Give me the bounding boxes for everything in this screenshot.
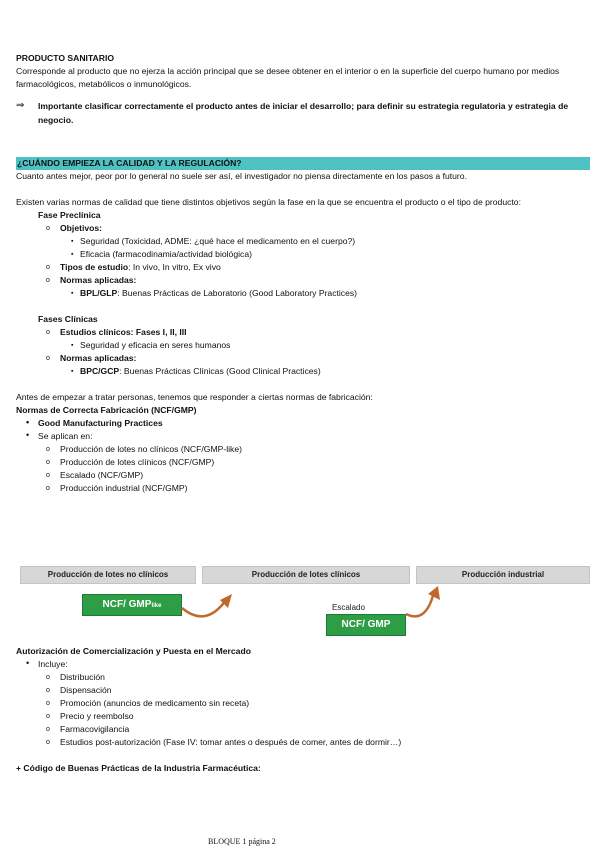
circle-bullet-icon: o [46,726,50,733]
circle-bullet-icon: o [46,225,50,232]
list-item: o Escalado (NCF/GMP) [46,470,144,480]
circle-bullet-icon: o [46,459,50,466]
list-item: o Distribución [46,672,105,682]
list-item: o Producción industrial (NCF/GMP) [46,483,188,493]
section-marketing [16,645,590,775]
list-item: o Dispensación [46,685,112,695]
page-footer: BLOQUE 1 página 2 [208,837,276,846]
section-heading: Normas de Correcta Fabricación (NCF/GMP) [16,405,197,415]
note-text: Importante clasificar correctamente el producto antes de iniciar el desarrollo; para definir su estrategia regulatoria y estrategia de negocio. [38,101,569,125]
list-item: o Estudios clínicos: Fases I, II, III [46,327,187,337]
list-item: ▪ Eficacia (farmacodinamia/actividad biológica) [71,249,252,259]
circle-bullet-icon: o [46,674,50,681]
square-bullet-icon: ▪ [71,368,74,375]
circle-bullet-icon: o [46,485,50,492]
gmp-badge: NCF/ GMP [326,614,406,636]
circle-bullet-icon: o [46,713,50,720]
list-item: o Producción de lotes no clínicos (NCF/GMP-like) [46,444,242,454]
production-flow-diagram [20,566,590,646]
list-item: o Estudios post-autorización (Fase IV: tomar antes o después de comer, antes de dormir…) [46,737,402,747]
paragraph: Antes de empezar a tratar personas, tenemos que responder a ciertas normas de fabricación: [16,392,373,402]
flow-box-industrial: Producción industrial [416,566,590,584]
circle-bullet-icon: o [46,329,50,336]
section-body: Corresponde al producto que no ejerza la acción principal que se desee obtener en el interior o en la superficie del cuerpo humano por medios farmacológicos, metabólicos o inmunológicos. [16,66,560,89]
phase-title: Fase Preclínica [38,210,101,220]
section-heading-highlight: ¿CUÁNDO EMPIEZA LA CALIDAD Y LA REGULACIÓN? [16,157,590,170]
list-item: o Precio y reembolso [46,711,134,721]
flow-box-non-clinical: Producción de lotes no clínicos [20,566,196,584]
list-item: o Tipos de estudio: In vivo, In vitro, Ex vivo [46,262,221,272]
list-item: ▪ Seguridad y eficacia en seres humanos [71,340,231,350]
right-arrow-icon: ⇒ [16,100,25,111]
list-item: o Farmacovigilancia [46,724,130,734]
phase-title: Fases Clínicas [38,314,98,324]
list-item: o Normas aplicadas: [46,353,137,363]
circle-bullet-icon: o [46,739,50,746]
list-item: o Normas aplicadas: [46,275,137,285]
circle-bullet-icon: o [46,446,50,453]
circle-bullet-icon: o [46,264,50,271]
circle-bullet-icon: o [46,355,50,362]
square-bullet-icon: ▪ [71,342,74,349]
list-item: o Objetivos: [46,223,103,233]
escalado-label: Escalado [332,603,365,612]
bullet-icon: • [26,430,30,440]
flow-arrows [20,566,590,646]
list-item: o Producción de lotes clínicos (NCF/GMP) [46,457,215,467]
paragraph: Existen varias normas de calidad que tiene distintos objetivos según la fase en la que se encuentra el producto o el tipo de producto: [16,197,521,207]
square-bullet-icon: ▪ [71,290,74,297]
paragraph: Cuanto antes mejor, peor por lo general no suele ser así, el investigador no piensa directamente en los pasos a futuro. [16,171,467,181]
circle-bullet-icon: o [46,277,50,284]
list-item: o Promoción (anuncios de medicamento sin receta) [46,698,250,708]
curved-arrow-icon [182,600,226,616]
list-item: • Se aplican en: [26,430,93,441]
list-item: • Good Manufacturing Practices [26,417,163,428]
section-heading: Autorización de Comercialización y Puesta en el Mercado [16,646,251,656]
document-page [16,52,590,495]
list-item: ▪ BPL/GLP: Buenas Prácticas de Laboratorio (Good Laboratory Practices) [71,288,358,298]
bullet-icon: • [26,658,30,668]
gmp-like-badge: NCF/ GMPlike [82,594,182,616]
bullet-icon: • [26,417,30,427]
arrowhead-icon [428,586,440,600]
circle-bullet-icon: o [46,687,50,694]
square-bullet-icon: ▪ [71,251,74,258]
flow-box-clinical: Producción de lotes clínicos [202,566,410,584]
circle-bullet-icon: o [46,472,50,479]
section-heading: + Código de Buenas Prácticas de la Industria Farmacéutica: [16,763,261,773]
list-item: ▪ BPC/GCP: Buenas Prácticas Clínicas (Good Clinical Practices) [71,366,321,376]
note-item [16,99,590,127]
curved-arrow-icon [406,592,434,616]
circle-bullet-icon: o [46,700,50,707]
list-item: • Incluye: [26,658,68,669]
square-bullet-icon: ▪ [71,238,74,245]
section-title: PRODUCTO SANITARIO [16,53,115,63]
list-item: ▪ Seguridad (Toxicidad, ADME: ¿qué hace el medicamento en el cuerpo?) [71,236,356,246]
